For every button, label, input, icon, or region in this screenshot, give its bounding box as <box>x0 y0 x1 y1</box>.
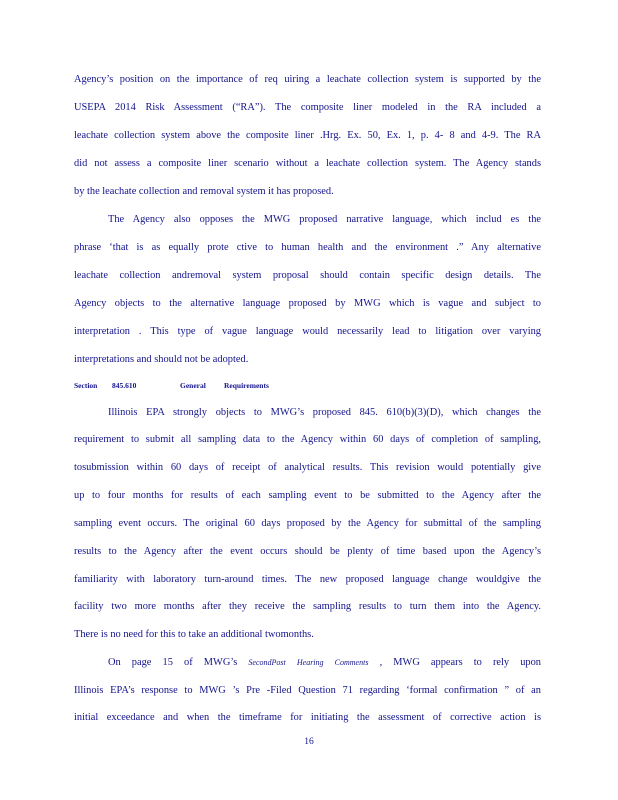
paragraph-line: Agency’s position on the importance of req uiring a leachate collection system is supported by the <box>74 74 541 85</box>
italic-title: SecondPost <box>248 658 286 667</box>
paragraph-line: There is no need for this to take an additional twomonths. <box>74 629 314 640</box>
section-label: Section <box>74 381 98 390</box>
paragraph-line: Agency objects to the alternative language proposed by MWG which is vague and subject to <box>74 298 541 309</box>
paragraph-line: facility two more months after they receive the sampling results to turn them into the Agency. <box>74 601 541 612</box>
page-number: 16 <box>304 737 314 747</box>
paragraph-text: , MWG appears to rely upon <box>379 657 542 668</box>
paragraph-line: leachate collection system above the composite liner .Hrg. Ex. 50, Ex. 1, p. 4- 8 and 4-9. The RA <box>74 130 541 141</box>
paragraph-line: phrase ‘that is as equally prote ctive to human health and the environment .” Any alternative <box>74 242 541 253</box>
section-title-word: Requirements <box>224 381 269 390</box>
paragraph-text: On page 15 of MWG’s <box>108 657 238 668</box>
paragraph-line <box>108 656 541 670</box>
paragraph-line: Illinois EPA strongly objects to MWG’s proposed 845. 610(b)(3)(D), which changes the <box>108 407 541 418</box>
italic-title: Comments <box>334 658 369 667</box>
paragraph-line: requirement to submit all sampling data to the Agency within 60 days of completion of sampling, <box>74 434 541 445</box>
paragraph-line: The Agency also opposes the MWG proposed narrative language, which includ es the <box>108 214 541 225</box>
paragraph-line: by the leachate collection and removal system it has proposed. <box>74 186 334 197</box>
paragraph-line: initial exceedance and when the timeframe for initiating the assessment of corrective action is <box>74 712 541 723</box>
paragraph-line: did not assess a composite liner scenario without a leachate collection system. The Agency stands <box>74 158 541 169</box>
paragraph-line: USEPA 2014 Risk Assessment (“RA”). The composite liner modeled in the RA included a <box>74 102 541 113</box>
section-heading <box>74 381 269 391</box>
paragraph-line: up to four months for results of each sampling event to be submitted to the Agency after the <box>74 490 541 501</box>
paragraph-line: familiarity with laboratory turn-around times. The new proposed language change wouldgive the <box>74 574 541 585</box>
paragraph-line: sampling event occurs. The original 60 days proposed by the Agency for submittal of the sampling <box>74 518 541 529</box>
paragraph-line: Illinois EPA’s response to MWG ’s Pre -Filed Question 71 regarding ‘formal confirmation ” of an <box>74 685 541 696</box>
section-title-word: General <box>180 381 206 390</box>
paragraph-line: interpretation . This type of vague language would necessarily lead to litigation over varying <box>74 326 541 337</box>
italic-title: Hearing <box>296 658 324 667</box>
section-number: 845.610 <box>112 381 137 390</box>
paragraph-line: results to the Agency after the event occurs should be plenty of time based upon the Agency’s <box>74 546 541 557</box>
paragraph-line: interpretations and should not be adopted. <box>74 354 249 365</box>
paragraph-line: leachate collection andremoval system proposal should contain specific design details. The <box>74 270 541 281</box>
paragraph-line: tosubmission within 60 days of receipt of analytical results. This revision would potentially give <box>74 462 541 473</box>
